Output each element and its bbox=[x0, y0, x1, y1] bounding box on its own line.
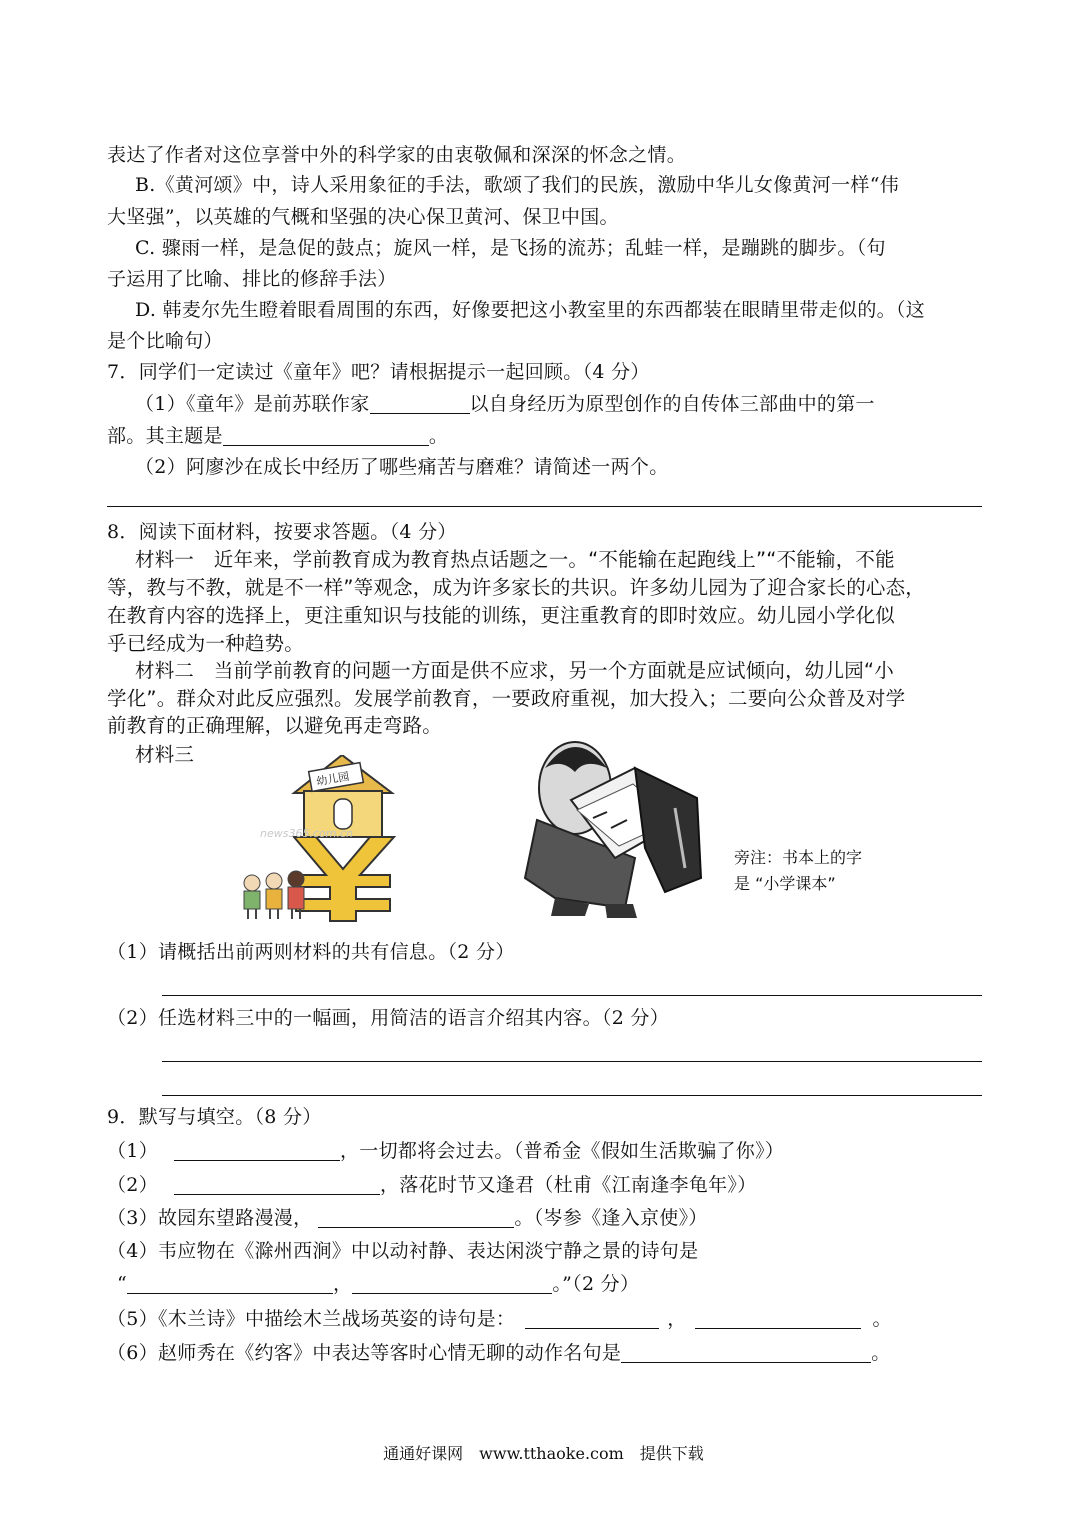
q9-item4-line1: （4）韦应物在《滁州西涧》中以动衬静、表达闲淡宁静之景的诗句是 bbox=[107, 1240, 699, 1262]
q9-item5-end: 。 bbox=[872, 1308, 892, 1330]
q6-option-d-line2: 是个比喻句） bbox=[107, 330, 223, 352]
q9-item3-after: 。（岑参《逢入京使》） bbox=[514, 1207, 708, 1229]
q7-part1-line2 bbox=[107, 420, 982, 452]
q9-item4-close: 。”（2 分） bbox=[552, 1273, 640, 1295]
q9-item2-number: （2） bbox=[107, 1174, 158, 1196]
q9-item6-end: 。 bbox=[871, 1342, 891, 1364]
q9-item3-before: （3）故园东望路漫漫， bbox=[107, 1207, 313, 1229]
q8-material1-line1: 材料一 近年来，学前教育成为教育热点话题之一。“不能输在起跑线上”“不能输，不能 bbox=[135, 548, 895, 571]
q7-part2: （2）阿廖沙在成长中经历了哪些痛苦与磨难？请简述一两个。 bbox=[135, 456, 669, 478]
textbook-pressure-cartoon bbox=[515, 728, 705, 920]
q7-theme-blank[interactable] bbox=[223, 423, 429, 446]
q8-material1-line4: 乎已经成为一种趋势。 bbox=[107, 632, 305, 655]
q9-item1-blank[interactable] bbox=[174, 1138, 340, 1161]
q9-item1 bbox=[107, 1135, 982, 1167]
q8-title: 8．阅读下面材料，按要求答题。（4 分） bbox=[107, 521, 457, 543]
q9-item2-blank[interactable] bbox=[174, 1172, 380, 1195]
page-footer: 通通好课网 www.tthaoke.com 提供下载 bbox=[383, 1444, 704, 1463]
q9-item2-text: ，落花时节又逢君（杜甫《江南逢李龟年》） bbox=[380, 1174, 757, 1196]
cartoon-note-line2: 是 “小学课本” bbox=[734, 874, 836, 893]
q7-part1-before: （1）《童年》是前苏联作家 bbox=[135, 393, 370, 415]
q7-part1-line1 bbox=[135, 388, 982, 420]
q8-sub2-answer-line2[interactable] bbox=[162, 1095, 982, 1096]
q9-item4-blank2[interactable] bbox=[352, 1271, 552, 1294]
q9-item6-before: （6）赵师秀在《约客》中表达等客时心情无聊的动作名句是 bbox=[107, 1342, 622, 1364]
q9-item4-blank1[interactable] bbox=[127, 1271, 333, 1294]
q6-option-a-end: 表达了作者对这位享誉中外的科学家的由衷敬佩和深深的怀念之情。 bbox=[107, 144, 687, 166]
q9-item3-blank[interactable] bbox=[318, 1205, 514, 1228]
q8-sub2-answer-line1[interactable] bbox=[162, 1061, 982, 1062]
q7-theme-end: 。 bbox=[428, 425, 449, 447]
q8-sub2: （2）任选材料三中的一幅画，用简洁的语言介绍其内容。（2 分） bbox=[107, 1007, 670, 1029]
cartoon-note-line1: 旁注：书本上的字 bbox=[734, 848, 863, 867]
q8-material1-line3: 在教育内容的选择上，更注重知识与技能的训练，更注重教育的即时效应。幼儿园小学化似 bbox=[107, 604, 896, 627]
q8-material1-line2: 等，教与不教，就是不一样”等观念，成为许多家长的共识。许多幼儿园为了迎合家长的心态， bbox=[107, 576, 926, 599]
q6-option-b-line1: B.《黄河颂》中，诗人采用象征的手法，歌颂了我们的民族，激励中华儿女像黄河一样“伟 bbox=[135, 174, 900, 196]
q9-item6-blank[interactable] bbox=[621, 1340, 871, 1363]
q6-option-d-line1: D. 韩麦尔先生瞪着眼看周围的东西，好像要把这小教室里的东西都装在眼睛里带走似的。（这 bbox=[135, 299, 926, 321]
q9-item1-number: （1） bbox=[107, 1140, 158, 1162]
q9-item5 bbox=[107, 1303, 982, 1335]
q8-material3-label: 材料三 bbox=[135, 743, 195, 766]
q9-item5-comma: ， bbox=[667, 1308, 687, 1330]
q9-item3 bbox=[107, 1202, 982, 1234]
q9-item5-blank1[interactable] bbox=[525, 1306, 659, 1329]
q8-sub1-answer-line[interactable] bbox=[162, 995, 982, 996]
q9-item1-text: ，一切都将会过去。（普希金《假如生活欺骗了你》） bbox=[340, 1140, 785, 1162]
q9-item5-blank2[interactable] bbox=[695, 1306, 861, 1329]
q6-option-c-line1: C. 骤雨一样，是急促的鼓点；旋风一样，是飞扬的流苏；乱蛙一样，是蹦跳的脚步。（句 bbox=[135, 237, 886, 259]
cartoon-watermark: news365.com.cn bbox=[260, 827, 353, 840]
q7-answer-line[interactable] bbox=[107, 506, 982, 507]
q8-sub1: （1）请概括出前两则材料的共有信息。（2 分） bbox=[107, 941, 515, 963]
q6-option-b-line2: 大坚强”，以英雄的气概和坚强的决心保卫黄河、保卫中国。 bbox=[107, 206, 619, 228]
q7-theme-label: 部。其主题是 bbox=[107, 425, 223, 447]
q9-item4-comma: ， bbox=[333, 1273, 353, 1295]
q7-author-blank[interactable] bbox=[370, 391, 470, 414]
q9-title: 9．默写与填空。（8 分） bbox=[107, 1106, 322, 1128]
q9-item4-open-quote: “ bbox=[117, 1273, 128, 1295]
q8-material2-line3: 前教育的正确理解，以避免再走弯路。 bbox=[107, 714, 442, 737]
kindergarten-yen-cartoon bbox=[232, 755, 412, 925]
q7-title: 7．同学们一定读过《童年》吧？请根据提示一起回顾。（4 分） bbox=[107, 361, 650, 383]
q9-item5-before: （5）《木兰诗》中描绘木兰战场英姿的诗句是： bbox=[107, 1308, 516, 1330]
q9-item6 bbox=[107, 1337, 982, 1369]
q9-item2 bbox=[107, 1169, 982, 1201]
q6-option-c-line2: 子运用了比喻、排比的修辞手法） bbox=[107, 268, 397, 290]
q9-item4-line2 bbox=[117, 1268, 992, 1300]
q7-part1-after: 以自身经历为原型创作的自传体三部曲中的第一 bbox=[469, 393, 875, 415]
q8-material2-line2: 学化”。群众对此反应强烈。发展学前教育，一要政府重视，加大投入；二要向公众普及对学 bbox=[107, 687, 906, 710]
kindergarten-sign-text: 幼儿园 bbox=[315, 769, 351, 789]
q8-material2-line1: 材料二 当前学前教育的问题一方面是供不应求，另一个方面就是应试倾向，幼儿园“小 bbox=[135, 659, 894, 682]
